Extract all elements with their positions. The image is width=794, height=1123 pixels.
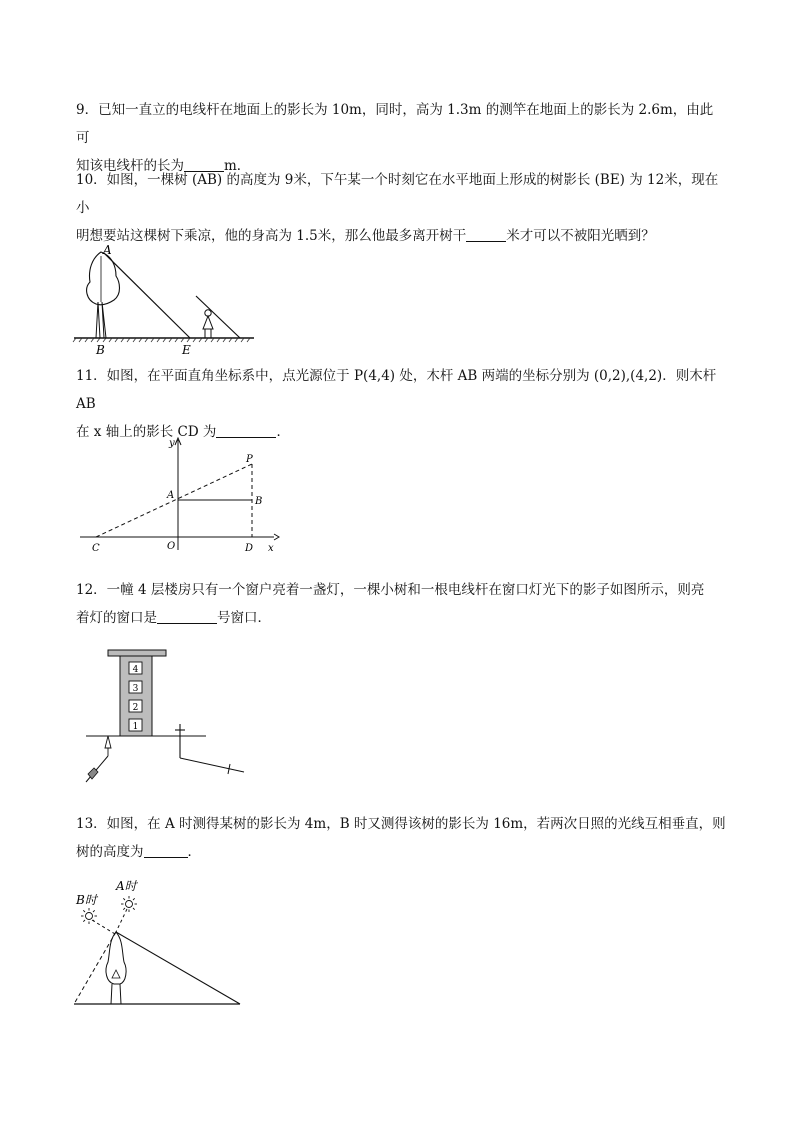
question-12-line-1: 12．一幢 4 层楼房只有一个窗户亮着一盏灯，一棵小树和一根电线杆在窗口灯光下的影子如图所示，则亮 bbox=[76, 582, 705, 598]
sun-ray-a-e bbox=[104, 253, 190, 338]
figure-10-tree-shadow bbox=[70, 242, 260, 360]
label-x: x bbox=[268, 543, 274, 554]
question-13-suffix: ． bbox=[187, 844, 201, 860]
tree-crown bbox=[106, 932, 126, 984]
question-12-line-2: 着灯的窗口是 bbox=[76, 610, 157, 626]
question-11-line-2: 在 x 轴上的影长 CD 为 bbox=[76, 424, 217, 440]
question-11-line-1: 11．如图，在平面直角坐标系中，点光源位于 P(4,4) 处，木杆 AB 两端的坐标分别为 (0,2),(4,2)．则木杆 AB bbox=[76, 368, 717, 412]
question-12-suffix: 号窗口． bbox=[217, 610, 271, 626]
label-c: C bbox=[92, 543, 100, 554]
question-13-line-2: 树的高度为 bbox=[76, 844, 144, 860]
answer-blank-10[interactable] bbox=[466, 226, 506, 242]
figure-12-building-shadows bbox=[78, 648, 250, 793]
label-a: A bbox=[167, 490, 175, 501]
sun-a-icon bbox=[121, 896, 137, 912]
question-10-suffix: 米才可以不被阳光晒到？ bbox=[506, 228, 655, 244]
sun-ray-person bbox=[196, 296, 240, 338]
building-roof bbox=[108, 650, 166, 656]
question-9-line-2: 知该电线杆的长为 bbox=[76, 158, 184, 174]
ray-b-incoming bbox=[92, 920, 115, 934]
label-a-time: A时 bbox=[116, 879, 137, 893]
tree-trunk bbox=[96, 302, 106, 338]
tree-crown bbox=[87, 252, 120, 305]
question-12 bbox=[76, 576, 726, 632]
window-label-1: 1 bbox=[132, 722, 139, 732]
sun-b-icon bbox=[81, 908, 97, 924]
ray-b-shadow bbox=[116, 932, 240, 1004]
window-label-3: 3 bbox=[132, 684, 139, 694]
person-body bbox=[203, 316, 213, 329]
label-b: B bbox=[255, 496, 263, 507]
question-10 bbox=[76, 166, 726, 250]
figure-13-two-sun-rays bbox=[70, 874, 245, 1014]
figure-11-coordinate-plane bbox=[78, 432, 283, 557]
ray-a-incoming bbox=[116, 909, 127, 932]
question-9-line-1: 9．已知一直立的电线杆在地面上的影长为 10m，同时，高为 1.3m 的测竿在地面上的影长为 2.6m，由此可 bbox=[76, 102, 714, 146]
label-o: O bbox=[167, 541, 176, 552]
question-10-line-1: 10．如图，一棵树 (AB) 的高度为 9米，下午某一个时刻它在水平地面上形成的树影长 (BE) 为 12米，现在小 bbox=[76, 172, 719, 216]
question-10-line-2: 明想要站这棵树下乘凉，他的身高为 1.5米，那么他最多离开树干 bbox=[76, 228, 467, 244]
tree-trunk bbox=[111, 984, 121, 1004]
question-13-line-1: 13．如图，在 A 时测得某树的影长为 4m，B 时又测得该树的影长为 16m，若两次日照的光线互相垂直，则 bbox=[76, 816, 726, 832]
question-11-suffix: ． bbox=[276, 424, 290, 440]
answer-blank-13[interactable] bbox=[144, 842, 188, 858]
window-label-2: 2 bbox=[132, 703, 139, 713]
label-a: A bbox=[103, 243, 112, 257]
label-b-time: B时 bbox=[76, 893, 97, 907]
window-label-4: 4 bbox=[132, 665, 139, 675]
question-9-suffix: m． bbox=[224, 158, 251, 174]
label-e: E bbox=[182, 343, 191, 357]
label-p: P bbox=[246, 454, 253, 465]
question-13 bbox=[76, 810, 726, 866]
tree-shadow bbox=[86, 756, 108, 782]
label-b: B bbox=[96, 343, 105, 357]
label-y: y bbox=[169, 438, 175, 449]
answer-blank-12[interactable] bbox=[157, 608, 217, 624]
ray-a-shadow bbox=[74, 932, 116, 1004]
small-tree bbox=[105, 736, 111, 748]
label-d: D bbox=[245, 543, 254, 554]
pole-shadow bbox=[180, 758, 244, 772]
